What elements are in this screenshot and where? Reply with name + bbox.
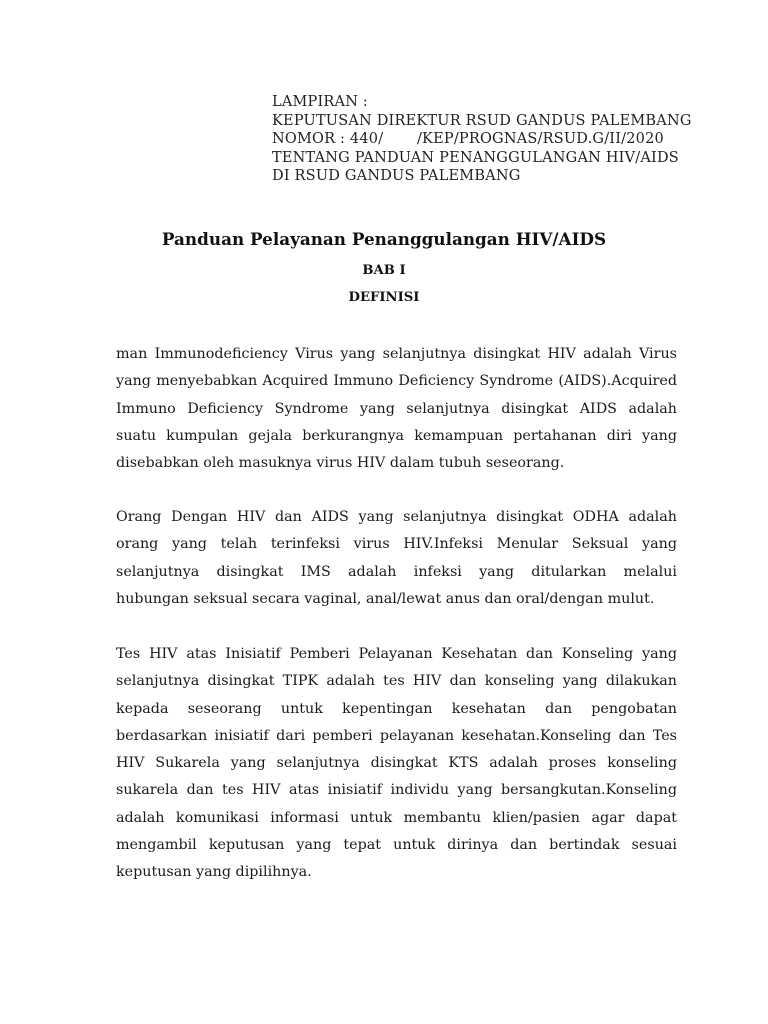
paragraph-line: mengambil keputusan yang tepat untuk dirinya dan bertindak sesuai	[116, 837, 677, 854]
chapter-number: BAB I	[362, 263, 406, 278]
paragraph-line: disebabkan oleh masuknya virus HIV dalam tubuh seseorang.	[116, 455, 565, 472]
paragraph-line: selanjutnya disingkat TIPK adalah tes HIV dan konseling yang dilakukan	[116, 673, 677, 690]
decree-subject: TENTANG PANDUAN PENANGGULANGAN HIV/AIDS	[272, 149, 679, 166]
attachment-header	[272, 93, 692, 186]
paragraph-line: berdasarkan inisiatif dari pemberi pelayanan kesehatan.Konseling dan Tes	[116, 727, 677, 744]
paragraph-line: kepada seseorang untuk kepentingan kesehatan dan pengobatan	[116, 700, 677, 717]
paragraph-line: Orang Dengan HIV dan AIDS yang selanjutnya disingkat ODHA adalah	[116, 509, 677, 525]
paragraph-line: Tes HIV atas Inisiatif Pemberi Pelayanan Kesehatan dan Konseling yang	[116, 646, 677, 662]
paragraph-line: Immuno Deficiency Syndrome yang selanjutnya disingkat AIDS adalah	[116, 400, 677, 417]
paragraph-line: keputusan yang dipilihnya.	[116, 864, 312, 881]
chapter-title: DEFINISI	[348, 290, 420, 305]
paragraph-tipk-kts-definition	[116, 641, 677, 887]
paragraph-line: adalah komunikasi informasi untuk membantu klien/pasien agar dapat	[116, 809, 677, 826]
paragraph-line: hubungan seksual secara vaginal, anal/lewat anus dan oral/dengan mulut.	[116, 590, 655, 607]
paragraph-hiv-aids-definition	[116, 341, 677, 477]
paragraph-line: suatu kumpulan gejala berkurangnya kemampuan pertahanan diri yang	[116, 427, 677, 444]
decree-location: DI RSUD GANDUS PALEMBANG	[272, 168, 521, 185]
paragraph-line: yang menyebabkan Acquired Immuno Deficiency Syndrome (AIDS).Acquired	[116, 373, 677, 390]
paragraph-line: man Immunodeficiency Virus yang selanjutnya disingkat HIV adalah Virus	[116, 346, 677, 362]
paragraph-line: selanjutnya disingkat IMS adalah infeksi yang ditularkan melalui	[116, 563, 677, 580]
paragraph-line: sukarela dan tes HIV atas inisiatif individu yang bersangkutan.Konseling	[116, 782, 677, 799]
paragraph-line: orang yang telah terinfeksi virus HIV.Infeksi Menular Seksual yang	[116, 536, 677, 553]
decree-issuer: KEPUTUSAN DIREKTUR RSUD GANDUS PALEMBANG	[272, 112, 692, 129]
paragraph-line: HIV Sukarela yang selanjutnya disingkat KTS adalah proses konseling	[116, 755, 677, 772]
paragraph-odha-ims-definition	[116, 504, 677, 613]
document-title: Panduan Pelayanan Penanggulangan HIV/AIDS	[161, 229, 607, 249]
decree-number: NOMOR : 440/ /KEP/PROGNAS/RSUD.G/II/2020	[272, 131, 664, 148]
attachment-label: LAMPIRAN :	[272, 94, 369, 110]
